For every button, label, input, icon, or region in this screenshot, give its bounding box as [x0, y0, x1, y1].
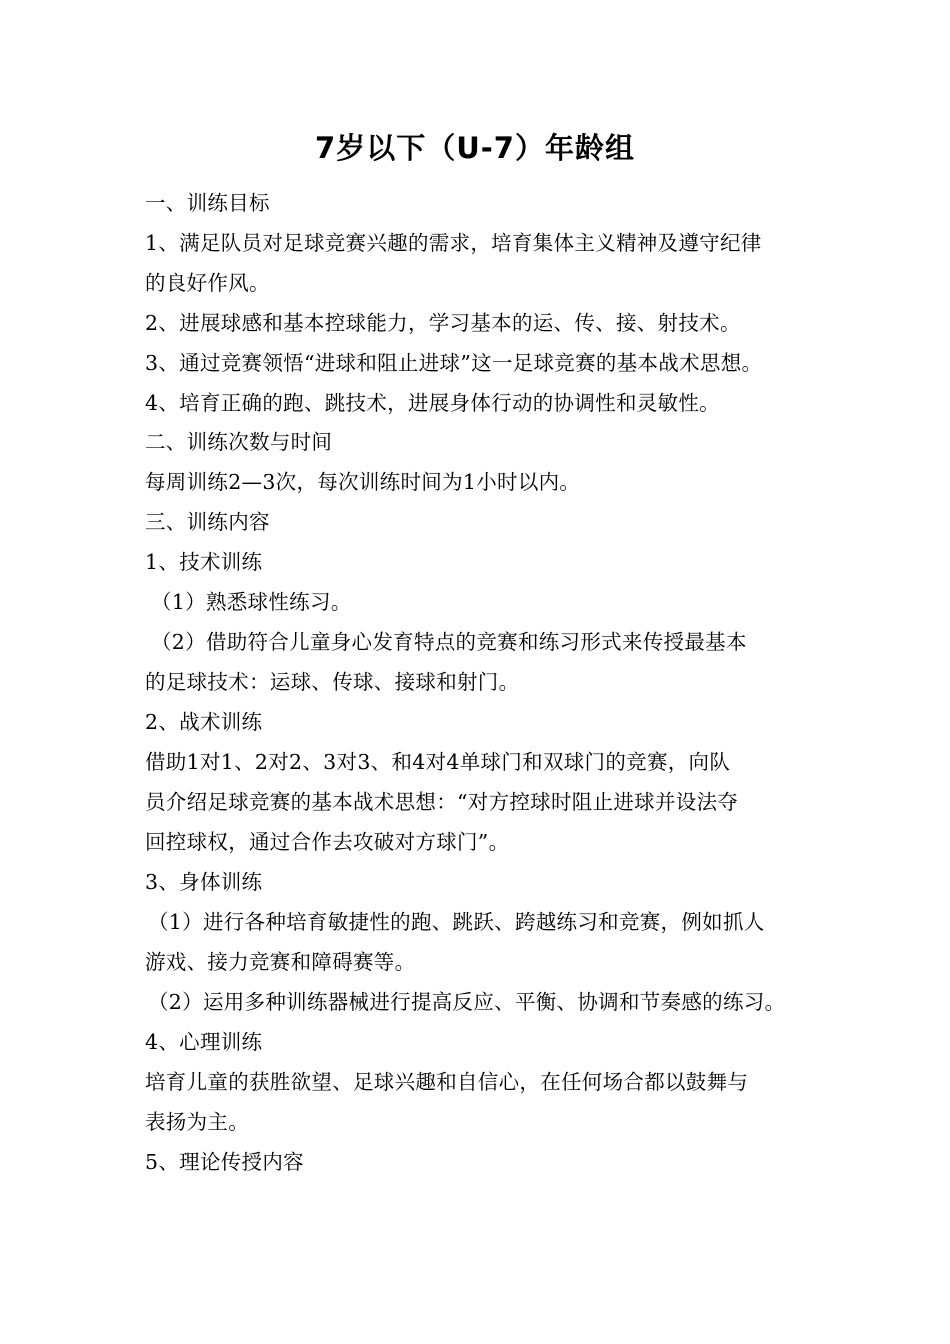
subsection-heading-tactics: 2、战术训练: [145, 710, 263, 734]
paragraph-line: 员介绍足球竞赛的基本战术思想：“对方控球时阻止进球并设法夺: [145, 790, 739, 814]
paragraph-line: 的良好作风。: [145, 271, 270, 295]
document-title: 7岁以下（U-7）年龄组: [315, 131, 635, 165]
paragraph-line: （1）熟悉球性练习。: [151, 590, 352, 614]
paragraph-line: 回控球权，通过合作去攻破对方球门”。: [145, 830, 510, 854]
paragraph-line: 借助1对1、2对2、3对3、和4对4单球门和双球门的竞赛，向队: [145, 750, 731, 774]
subsection-heading-physical: 3、身体训练: [145, 870, 263, 894]
subsection-heading-mental: 4、心理训练: [145, 1030, 263, 1054]
section-heading-content: 三、训练内容: [145, 510, 270, 534]
paragraph-line: 3、通过竞赛领悟“进球和阻止进球”这一足球竞赛的基本战术思想。: [145, 351, 763, 375]
paragraph-line: 4、培育正确的跑、跳技术，进展身体行动的协调性和灵敏性。: [145, 391, 720, 415]
paragraph-line: 游戏、接力竞赛和障碍赛等。: [145, 950, 416, 974]
paragraph-line: （1）进行各种培育敏捷性的跑、跳跃、跨越练习和竞赛，例如抓人: [148, 910, 765, 934]
paragraph-line: 1、满足队员对足球竞赛兴趣的需求，培育集体主义精神及遵守纪律: [145, 231, 762, 255]
paragraph-line: 培育儿童的获胜欲望、足球兴趣和自信心，在任何场合都以鼓舞与: [145, 1070, 749, 1094]
subsection-heading-theory: 5、理论传授内容: [145, 1150, 304, 1174]
paragraph-line: 2、进展球感和基本控球能力，学习基本的运、传、接、射技术。: [145, 311, 741, 335]
paragraph-line: 的足球技术：运球、传球、接球和射门。: [145, 670, 520, 694]
section-heading-goals: 一、训练目标: [145, 191, 270, 215]
paragraph-line: （2）借助符合儿童身心发育特点的竞赛和练习形式来传授最基本: [151, 630, 747, 654]
paragraph-line: （2）运用多种训练器械进行提高反应、平衡、协调和节奏感的练习。: [148, 990, 786, 1014]
section-heading-schedule: 二、训练次数与时间: [145, 430, 333, 454]
subsection-heading-technique: 1、技术训练: [145, 550, 263, 574]
paragraph-line: 表扬为主。: [145, 1110, 249, 1134]
paragraph-line: 每周训练2—3次，每次训练时间为1小时以内。: [145, 470, 581, 494]
